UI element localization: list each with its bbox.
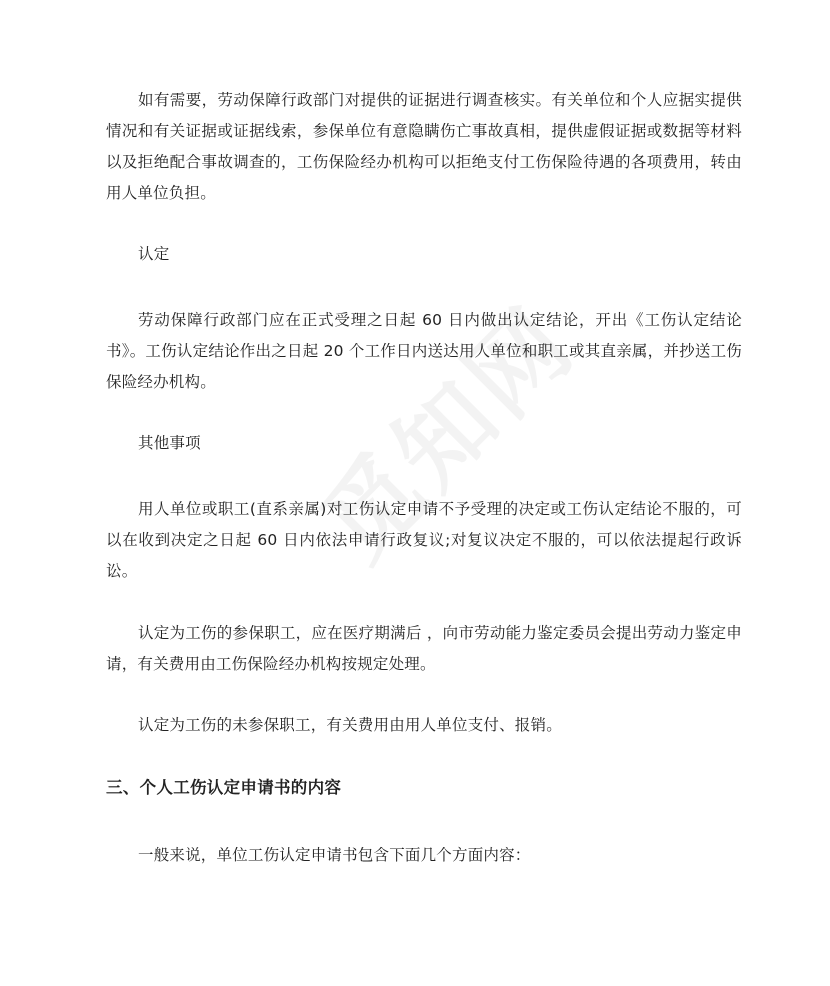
section-heading: 三、个人工伤认定申请书的内容 <box>106 778 342 797</box>
paragraph-insured-worker-appraisal: 认定为工伤的参保职工，应在医疗期满后 ，向市劳动能力鉴定委员会提出劳动力鉴定申请，有关费用由工伤保险经办机构按规定处理。 <box>106 624 742 673</box>
paragraph-uninsured-worker-costs: 认定为工伤的未参保职工，有关费用由用人单位支付、报销。 <box>138 716 562 734</box>
paragraph-administrative-review: 用人单位或职工(直系亲属)对工伤认定申请不予受理的决定或工伤认定结论不服的，可以在收到决定之日起 60 日内依法申请行政复议;对复议决定不服的，可以依法提起行政诉讼。 <box>106 500 742 580</box>
paragraph-subheading-other-matters: 其他事项 <box>138 434 201 452</box>
paragraph-application-contents-intro: 一般来说，单位工伤认定申请书包含下面几个方面内容： <box>138 846 531 864</box>
paragraph-subheading-recognition: 认定 <box>138 245 170 263</box>
paragraph-evidence-verification: 如有需要，劳动保障行政部门对提供的证据进行调查核实。有关单位和个人应据实提供情况和有关证据或证据线索，参保单位有意隐瞒伤亡事故真相，提供虚假证据或数据等材料以及拒绝配合事故调查的，工伤保险经办机构可以拒绝支付工伤保险待遇的各项费用，转由用人单位负担。 <box>106 91 742 202</box>
paragraph-recognition-conclusion: 劳动保障行政部门应在正式受理之日起 60 日内做出认定结论，开出《工伤认定结论书》。工伤认定结论作出之日起 20 个工作日内送达用人单位和职工或其直亲属，并抄送工伤保险经办机构。 <box>106 311 742 391</box>
